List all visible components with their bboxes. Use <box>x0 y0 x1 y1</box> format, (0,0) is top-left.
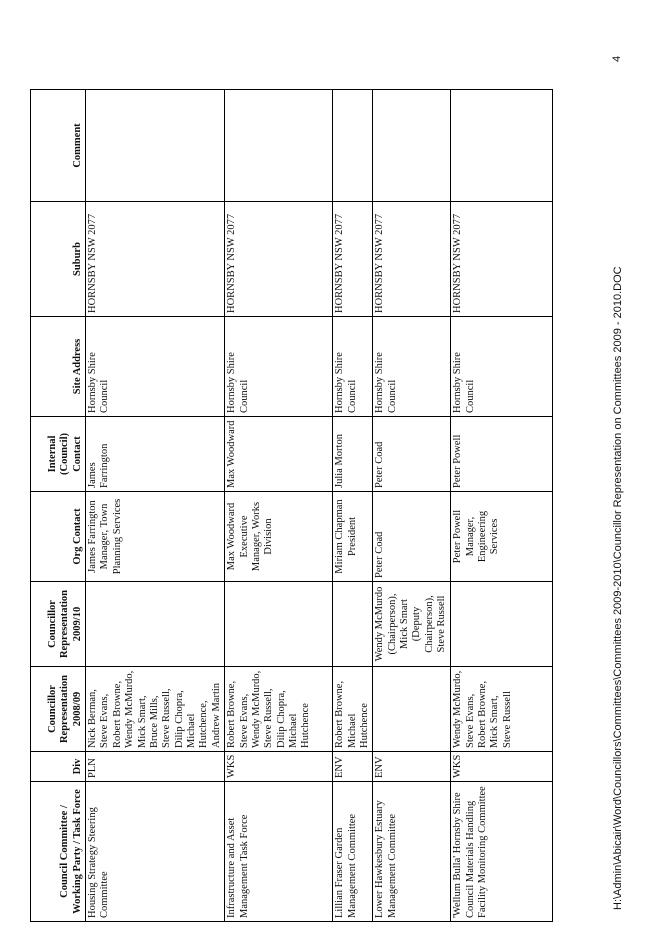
cell-comment <box>86 90 225 202</box>
cell-internal-contact: James Farrington <box>86 417 225 492</box>
cell-rep-2008-09: Wendy McMurdo, Steve Evans, Robert Browne, Mick Smart, Steve Russell <box>451 667 553 752</box>
cell-committee: Housing Strategy Steering Committee <box>86 782 225 922</box>
header-suburb: Suburb <box>31 202 86 317</box>
cell-internal-contact: Max Woodward <box>225 417 333 492</box>
header-rep-2008-09: Councillor Representation 2008/09 <box>31 667 86 752</box>
cell-comment <box>451 90 553 202</box>
cell-comment <box>373 90 451 202</box>
header-div: Div <box>31 752 86 782</box>
cell-rep-2008-09: Robert Browne, Michael Hutchence <box>333 667 373 752</box>
cell-comment <box>225 90 333 202</box>
cell-rep-2009-10 <box>86 582 225 667</box>
cell-committee: 'Wellum Bulla' Hornsby Shire Council Materials Handling Facility Monitoring Committee <box>451 782 553 922</box>
cell-rep-2009-10 <box>225 582 333 667</box>
committee-table <box>30 89 553 922</box>
cell-comment <box>333 90 373 202</box>
table-header-row <box>31 90 86 922</box>
cell-rep-2008-09: Nick Berman, Steve Evans, Robert Browne, Wendy McMurdo, Mick Smart, Bruce Mills, Steve Russell, Dilip Chopra, Michael Hutchence, Andrew Martin <box>86 667 225 752</box>
table-row <box>86 90 225 922</box>
page-number: 4 <box>611 55 623 62</box>
cell-site-address: Hornsby Shire Council <box>86 317 225 417</box>
cell-suburb: HORNSBY NSW 2077 <box>451 202 553 317</box>
table-row <box>225 90 333 922</box>
cell-suburb: HORNSBY NSW 2077 <box>86 202 225 317</box>
cell-rep-2009-10 <box>333 582 373 667</box>
cell-internal-contact: Peter Coad <box>373 417 451 492</box>
cell-rep-2008-09: Robert Browne, Steve Evans, Wendy McMurdo, Steve Russell, Dilip Chopra, Michael Hutchence <box>225 667 333 752</box>
cell-committee: Infrastructure and Asset Management Task Force <box>225 782 333 922</box>
cell-org-contact: Peter Powell Manager, Engineering Services <box>451 492 553 582</box>
cell-site-address: Hornsby Shire Council <box>333 317 373 417</box>
cell-org-contact: Miriam Chapman President <box>333 492 373 582</box>
cell-committee: Lower Hawkesbury Estuary Management Committee <box>373 782 451 922</box>
cell-suburb: HORNSBY NSW 2077 <box>333 202 373 317</box>
cell-div: ENV <box>333 752 373 782</box>
cell-site-address: Hornsby Shire Council <box>373 317 451 417</box>
cell-div: WKS <box>451 752 553 782</box>
cell-div: PLN <box>86 752 225 782</box>
cell-suburb: HORNSBY NSW 2077 <box>225 202 333 317</box>
cell-div: ENV <box>373 752 451 782</box>
footer-file-path: H:\Admin\Abicair\Word\Councillors\Committees\Committees 2009-2010\Councillor Representation on Committees 2009 - 2010.DOC <box>612 266 624 910</box>
cell-rep-2009-10 <box>451 582 553 667</box>
header-rep-2009-10: Councillor Representation 2009/10 <box>31 582 86 667</box>
cell-div: WKS <box>225 752 333 782</box>
cell-internal-contact: Julia Morton <box>333 417 373 492</box>
cell-rep-2009-10: Wendy McMurdo (Chairperson), Mick Smart (Deputy Chairperson), Steve Russell <box>373 582 451 667</box>
cell-committee: Lillian Fraser Garden Management Committee <box>333 782 373 922</box>
committee-table-wrapper <box>30 90 540 922</box>
header-internal-contact: Internal (Council) Contact <box>31 417 86 492</box>
cell-suburb: HORNSBY NSW 2077 <box>373 202 451 317</box>
cell-site-address: Hornsby Shire Council <box>451 317 553 417</box>
header-comment: Comment <box>31 90 86 202</box>
table-row <box>373 90 451 922</box>
cell-org-contact: Peter Coad <box>373 492 451 582</box>
cell-internal-contact: Peter Powell <box>451 417 553 492</box>
cell-org-contact: Max Woodward Executive Manager, Works Division <box>225 492 333 582</box>
cell-org-contact: James Farrington Manager, Town Planning Services <box>86 492 225 582</box>
header-committee: Council Committee / Working Party / Task Force <box>31 782 86 922</box>
header-org-contact: Org Contact <box>31 492 86 582</box>
cell-rep-2008-09 <box>373 667 451 752</box>
header-site-address: Site Address <box>31 317 86 417</box>
table-row <box>451 90 553 922</box>
table-row <box>333 90 373 922</box>
cell-site-address: Hornsby Shire Council <box>225 317 333 417</box>
